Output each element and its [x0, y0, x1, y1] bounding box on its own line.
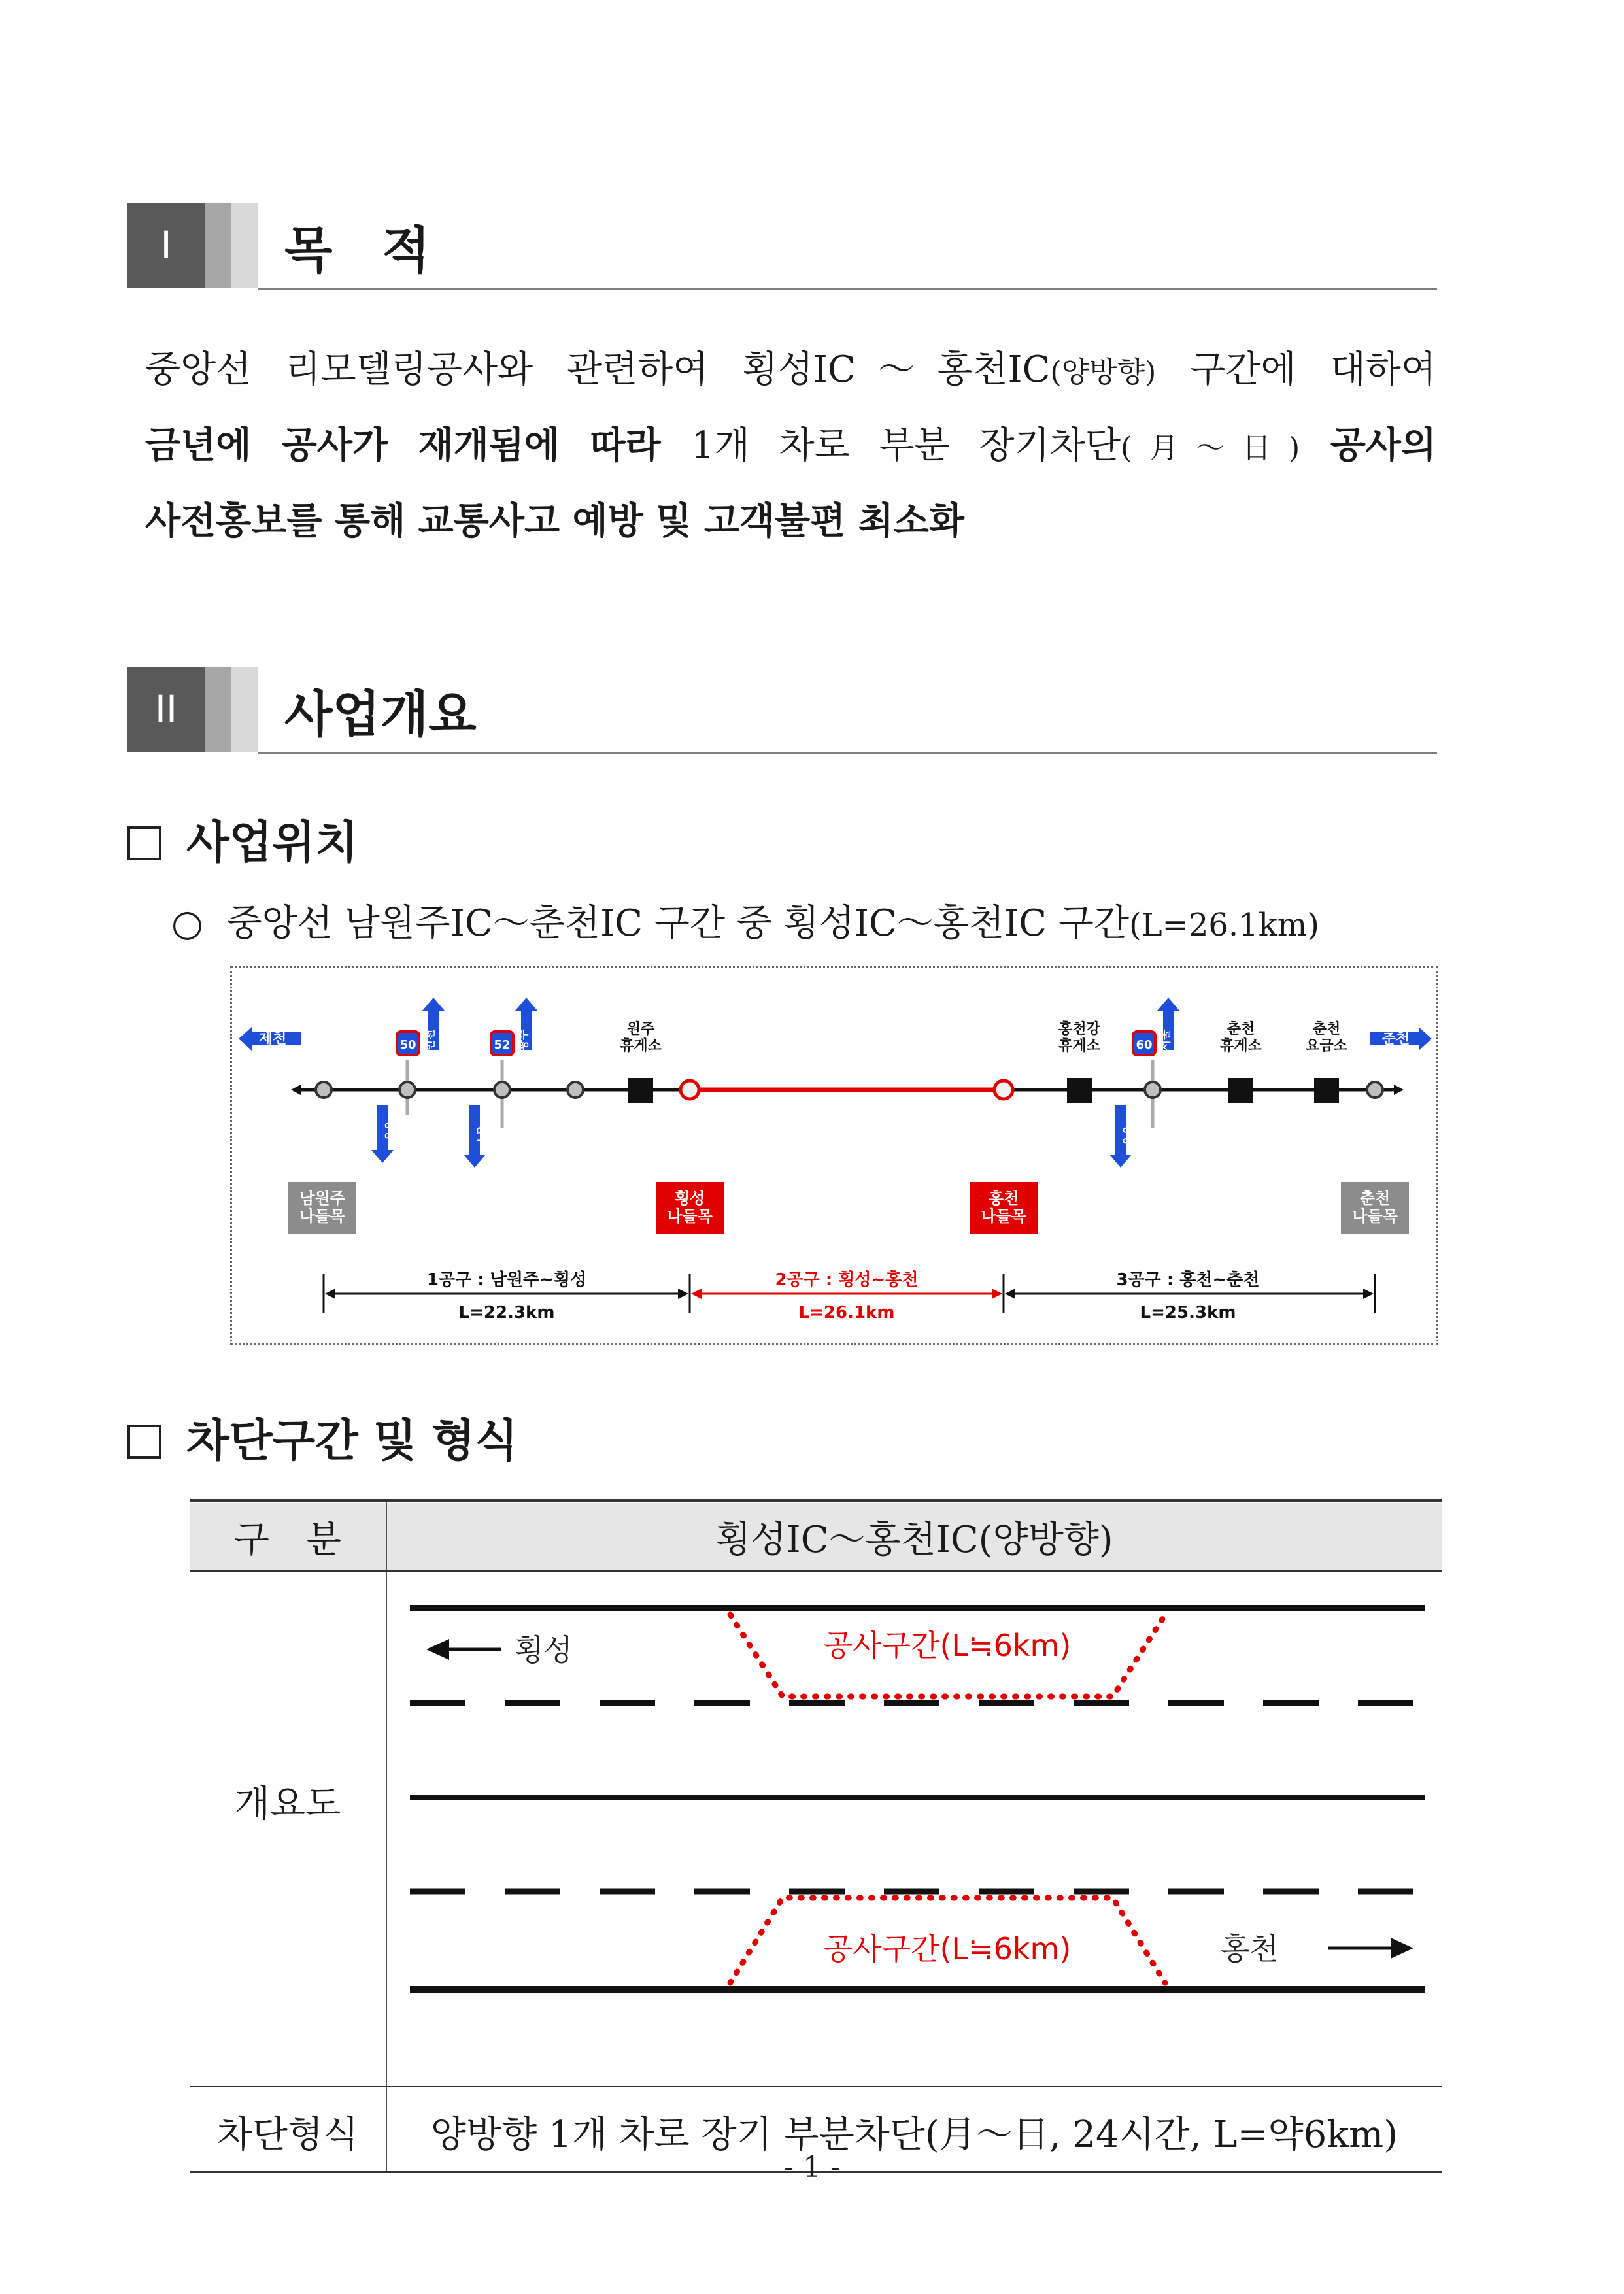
- segment-2-length: L=26.1km: [798, 1303, 895, 1323]
- segment-1-length: L=22.3km: [458, 1303, 555, 1323]
- main-line-right-arrowhead: [1394, 1085, 1404, 1095]
- section-1-title: 목 적: [284, 221, 430, 279]
- route-60-junction: [1109, 998, 1179, 1168]
- direction-right-label: 홍천: [1221, 1931, 1279, 1966]
- direction-left-label: 횡성: [515, 1632, 573, 1668]
- interchange-boxes: [288, 1182, 1409, 1234]
- section-1-marker: [127, 203, 258, 288]
- purpose-paragraph: 중앙선 리모델링공사와 관련하여 횡성IC～홍천IC(양방향) 구간에 대하여 금년에 공사가 재개됨에 따라 1개 차로 부분 장기차단(月～日) 공사의 사전홍보를 통해 교통사고 예방 및 고객불편 최소화: [145, 348, 1436, 543]
- route-60-up-label: 서울: [1159, 1029, 1172, 1051]
- page-number: - 1 -: [784, 2151, 840, 2184]
- tollgate-chuncheon: 춘천 요금소: [1306, 1021, 1347, 1054]
- left-direction-label: 제천: [258, 1031, 287, 1047]
- section-2-title: 사업개요: [284, 685, 477, 743]
- section-2-rule: [258, 752, 1437, 754]
- work-zone-top-label: 공사구간(L≒6km): [823, 1628, 1072, 1663]
- section-2-number: II: [154, 687, 178, 732]
- lane-diagram: [387, 1572, 1442, 2086]
- route-52-down-label: 원주: [475, 1124, 488, 1146]
- segment-1-label: 1공구 : 남원주~횡성: [426, 1270, 587, 1290]
- route-60-down-label: 양양: [1121, 1124, 1134, 1146]
- header-category: 구 분: [233, 1519, 342, 1561]
- right-direction-arrow: [1370, 1027, 1432, 1051]
- rest-area-wonju: 원주 휴게소: [620, 1021, 662, 1054]
- route-60-number: 60: [1136, 1038, 1153, 1052]
- checkbox-icon: [127, 826, 161, 860]
- checkbox-icon: [127, 1425, 161, 1459]
- ic-chuncheon-label: 춘천 나들목: [1352, 1189, 1398, 1226]
- location-bullet: ○ 중앙선 남원주IC～춘천IC 구간 중 횡성IC～홍천IC 구간(L=26.1km): [171, 902, 1320, 945]
- ic-hongcheon-label: 홍천 나들목: [981, 1189, 1026, 1226]
- main-line-left-arrowhead: [291, 1085, 301, 1095]
- route-50-junction: [371, 998, 445, 1163]
- route-52-up-label: 광주: [517, 1029, 530, 1051]
- ic-namwonju-label: 남원주 나들목: [299, 1189, 345, 1226]
- route-50-number: 50: [399, 1038, 416, 1052]
- section-1-rule: [258, 288, 1437, 290]
- location-heading: 사업위치: [127, 807, 358, 871]
- rest-area-hongcheongang: 홍천강 휴게소: [1058, 1021, 1100, 1054]
- right-direction-label: 춘천: [1381, 1031, 1410, 1047]
- segment-3-length: L=25.3km: [1140, 1303, 1236, 1323]
- ic-hoengseong-label: 횡성 나들목: [667, 1189, 713, 1226]
- left-direction-arrow: [239, 1027, 301, 1051]
- route-map: [230, 966, 1438, 1345]
- segment-2-label: 2공구 : 횡성~홍천: [775, 1270, 919, 1290]
- segment-3-label: 3공구 : 홍천~춘천: [1116, 1270, 1260, 1290]
- row-type-label: 차단형식: [216, 2114, 359, 2156]
- row-diagram-label: 개요도: [234, 1783, 341, 1825]
- section-2-marker: [127, 667, 258, 752]
- route-52-number: 52: [494, 1038, 511, 1052]
- header-section: 횡성IC～홍천IC(양방향): [715, 1519, 1113, 1561]
- right-arrow-icon: [1328, 1938, 1413, 1959]
- row-type-value: 양방향 1개 차로 장기 부분차단(月～日, 24시간, L=약6km): [430, 2114, 1398, 2156]
- route-50-down-label: 강릉: [383, 1119, 396, 1141]
- closure-heading: 차단구간 및 형식: [127, 1406, 518, 1469]
- rest-area-chuncheon: 춘천 휴게소: [1220, 1021, 1262, 1054]
- section-1-number: I: [160, 223, 172, 267]
- left-arrow-icon: [426, 1639, 501, 1660]
- segment-labels: [427, 1270, 1260, 1323]
- work-zone-bottom-label: 공사구간(L≒6km): [823, 1931, 1072, 1966]
- rest-area-labels: [620, 1020, 1348, 1054]
- route-50-up-label: 인천: [424, 1029, 437, 1051]
